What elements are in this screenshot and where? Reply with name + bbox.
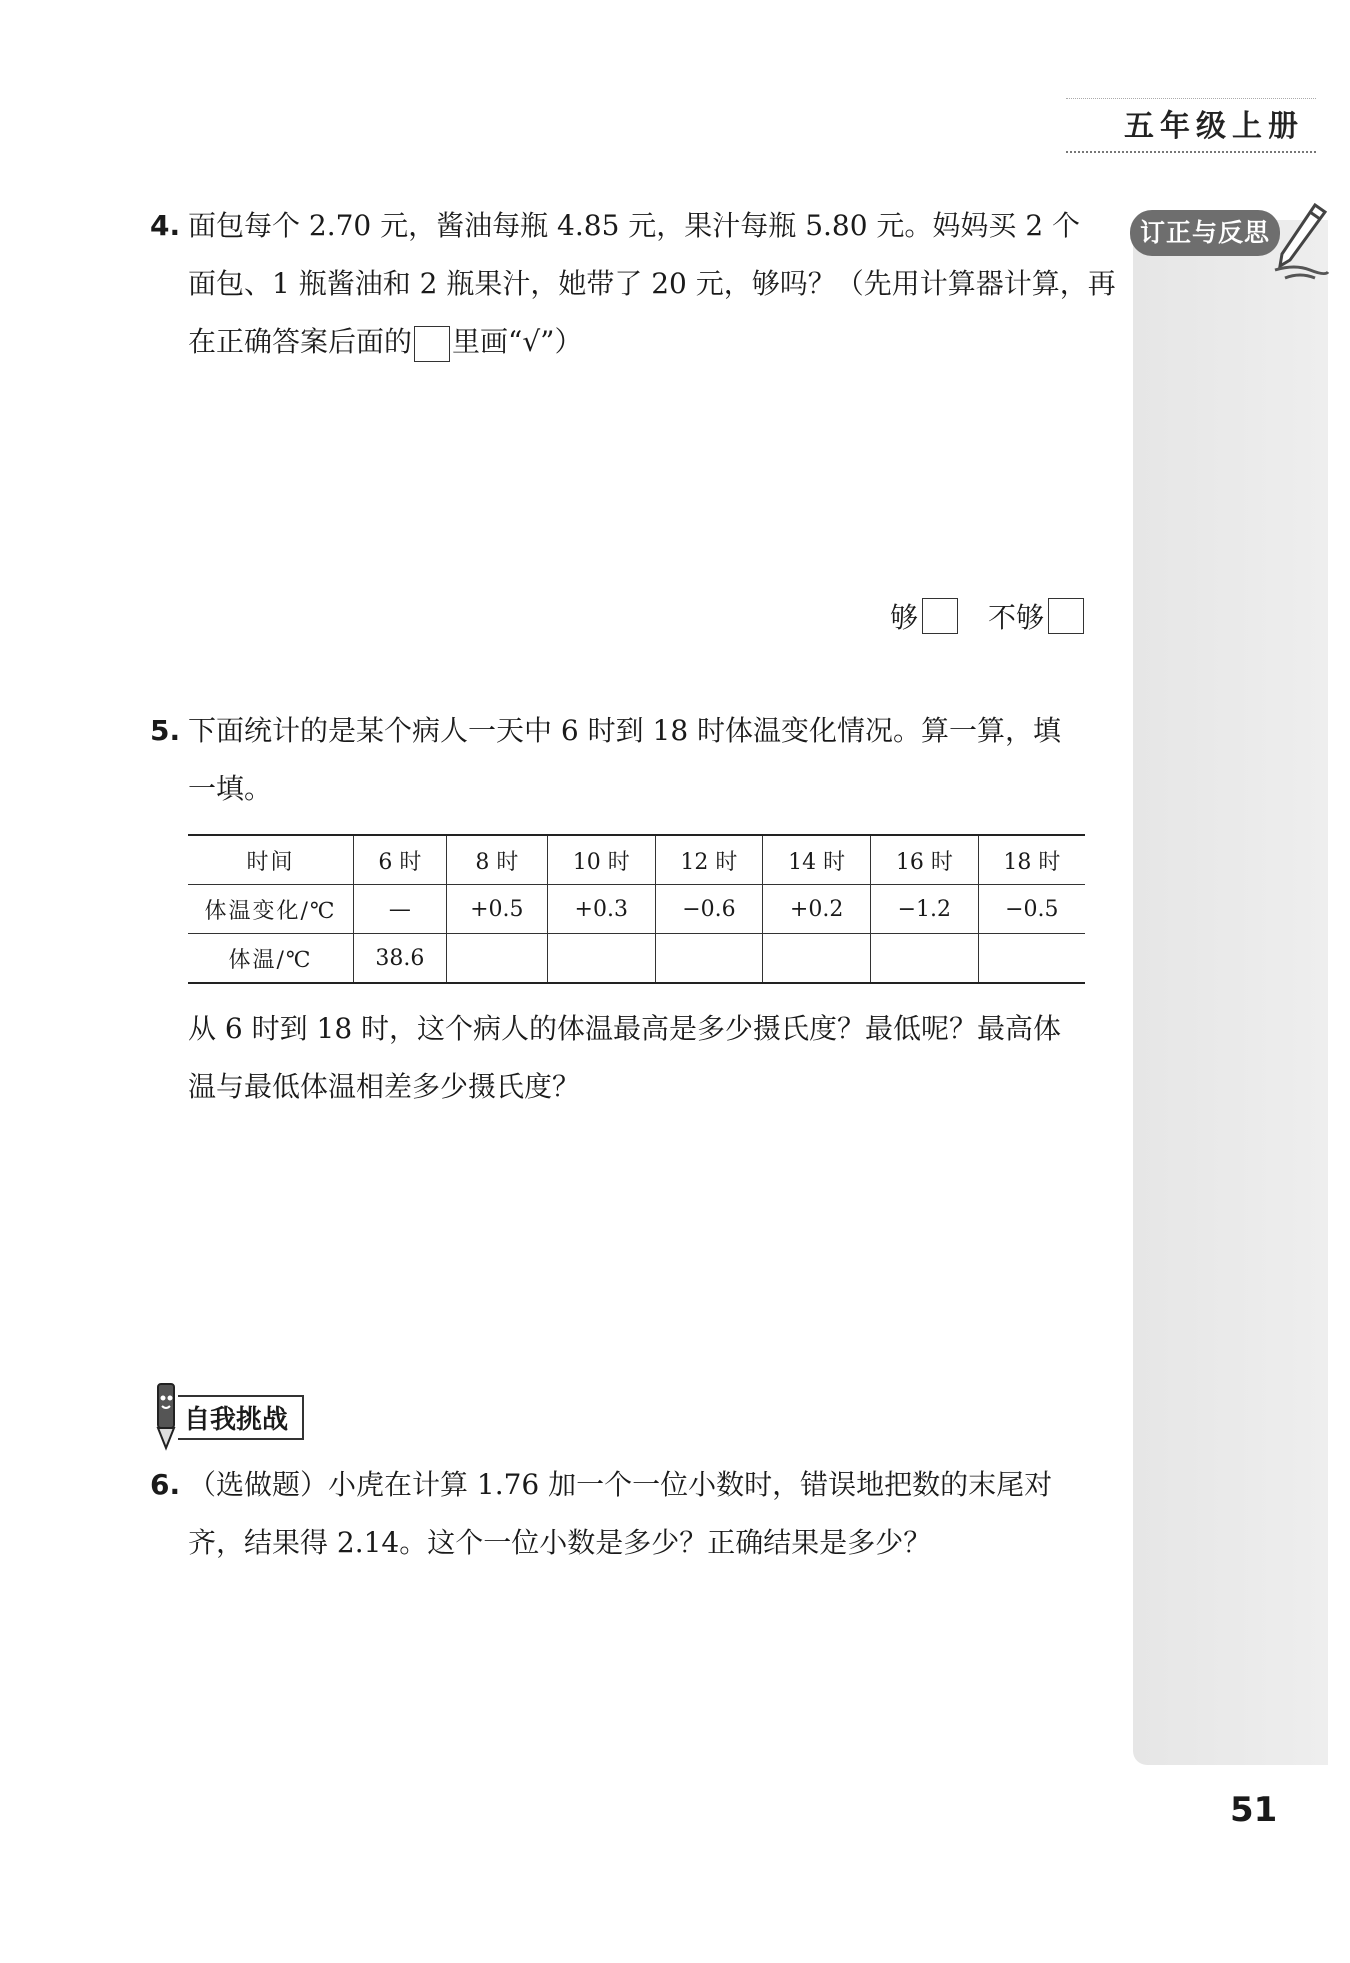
- table-input-cell[interactable]: [763, 934, 871, 984]
- question-number: 5.: [150, 714, 181, 747]
- table-cell: 10 时: [547, 835, 655, 885]
- question-number: 6.: [150, 1468, 181, 1501]
- question-text: 一填。: [188, 772, 273, 805]
- choice-label: 不够: [987, 601, 1044, 634]
- question-text: 下面统计的是某个病人一天中 6 时到 18 时体温变化情况。算一算，填: [188, 714, 1062, 747]
- question-text-part: 里画“√”）: [452, 325, 583, 358]
- question-text: 齐，结果得 2.14。这个一位小数是多少？正确结果是多少？: [188, 1526, 932, 1559]
- table-cell: 18 时: [978, 835, 1085, 885]
- page-number: 51: [1230, 1790, 1278, 1830]
- question-text: 温与最低体温相差多少摄氏度？: [188, 1070, 581, 1103]
- question-text-part: 在正确答案后面的: [188, 325, 413, 358]
- table-cell: −0.6: [655, 885, 763, 934]
- table-cell: +0.3: [547, 885, 655, 934]
- table-cell: 38.6: [354, 934, 447, 984]
- question-text: [150, 313, 1090, 371]
- table-cell: +0.2: [763, 885, 871, 934]
- question-number: 4.: [150, 209, 181, 242]
- table-input-cell[interactable]: [870, 934, 978, 984]
- table-cell: 6 时: [354, 835, 447, 885]
- question-text: 从 6 时到 18 时，这个病人的体温最高是多少摄氏度？最低呢？最高体: [188, 1012, 1062, 1045]
- table-cell: 12 时: [655, 835, 763, 885]
- checkbox-enough[interactable]: [922, 598, 958, 634]
- pen-icon: [1270, 200, 1330, 280]
- table-cell: +0.5: [446, 885, 547, 934]
- table-cell: −0.5: [978, 885, 1085, 934]
- table-row-change: [188, 885, 1085, 934]
- table-cell: —: [354, 885, 447, 934]
- choice-not-enough: [988, 596, 1084, 636]
- example-answer-box: [414, 326, 450, 362]
- table-cell: 8 时: [446, 835, 547, 885]
- question-text: 面包每个 2.70 元，酱油每瓶 4.85 元，果汁每瓶 5.80 元。妈妈买 2 个: [188, 209, 1081, 242]
- table-cell: 16 时: [870, 835, 978, 885]
- table-cell: −1.2: [870, 885, 978, 934]
- answer-choices: [890, 596, 1084, 636]
- question-4: [150, 197, 1116, 371]
- pencil-mascot-icon: [152, 1382, 180, 1452]
- question-6: [150, 1456, 1090, 1572]
- table-cell: 时间: [188, 835, 354, 885]
- question-text: （选做题）小虎在计算 1.76 加一个一位小数时，错误地把数的末尾对: [188, 1468, 1053, 1501]
- table-cell: 体温变化/℃: [188, 885, 354, 934]
- table-input-cell[interactable]: [446, 934, 547, 984]
- checkbox-not-enough[interactable]: [1048, 598, 1084, 634]
- grade-text: 五年级上册: [1124, 109, 1304, 144]
- self-challenge-title: 自我挑战: [178, 1395, 304, 1440]
- temperature-table: [188, 834, 1085, 984]
- table-input-cell[interactable]: [978, 934, 1085, 984]
- table-row-time: [188, 835, 1085, 885]
- sidebar-tag: 订正与反思: [1130, 210, 1280, 256]
- choice-enough: [890, 596, 958, 636]
- table-row-temp: [188, 934, 1085, 984]
- table-input-cell[interactable]: [655, 934, 763, 984]
- table-cell: 14 时: [763, 835, 871, 885]
- question-text: 面包、1 瓶酱油和 2 瓶果汁，她带了 20 元，够吗？（先用计算器计算，再: [188, 267, 1116, 300]
- table-input-cell[interactable]: [547, 934, 655, 984]
- question-5: [150, 702, 1090, 818]
- self-challenge-banner: [152, 1382, 304, 1452]
- reflection-sidebar: [1133, 220, 1328, 1765]
- table-cell: 体温/℃: [188, 934, 354, 984]
- grade-label: [1066, 98, 1316, 153]
- question-5-follow-up: [150, 1000, 1090, 1116]
- choice-label: 够: [889, 601, 918, 634]
